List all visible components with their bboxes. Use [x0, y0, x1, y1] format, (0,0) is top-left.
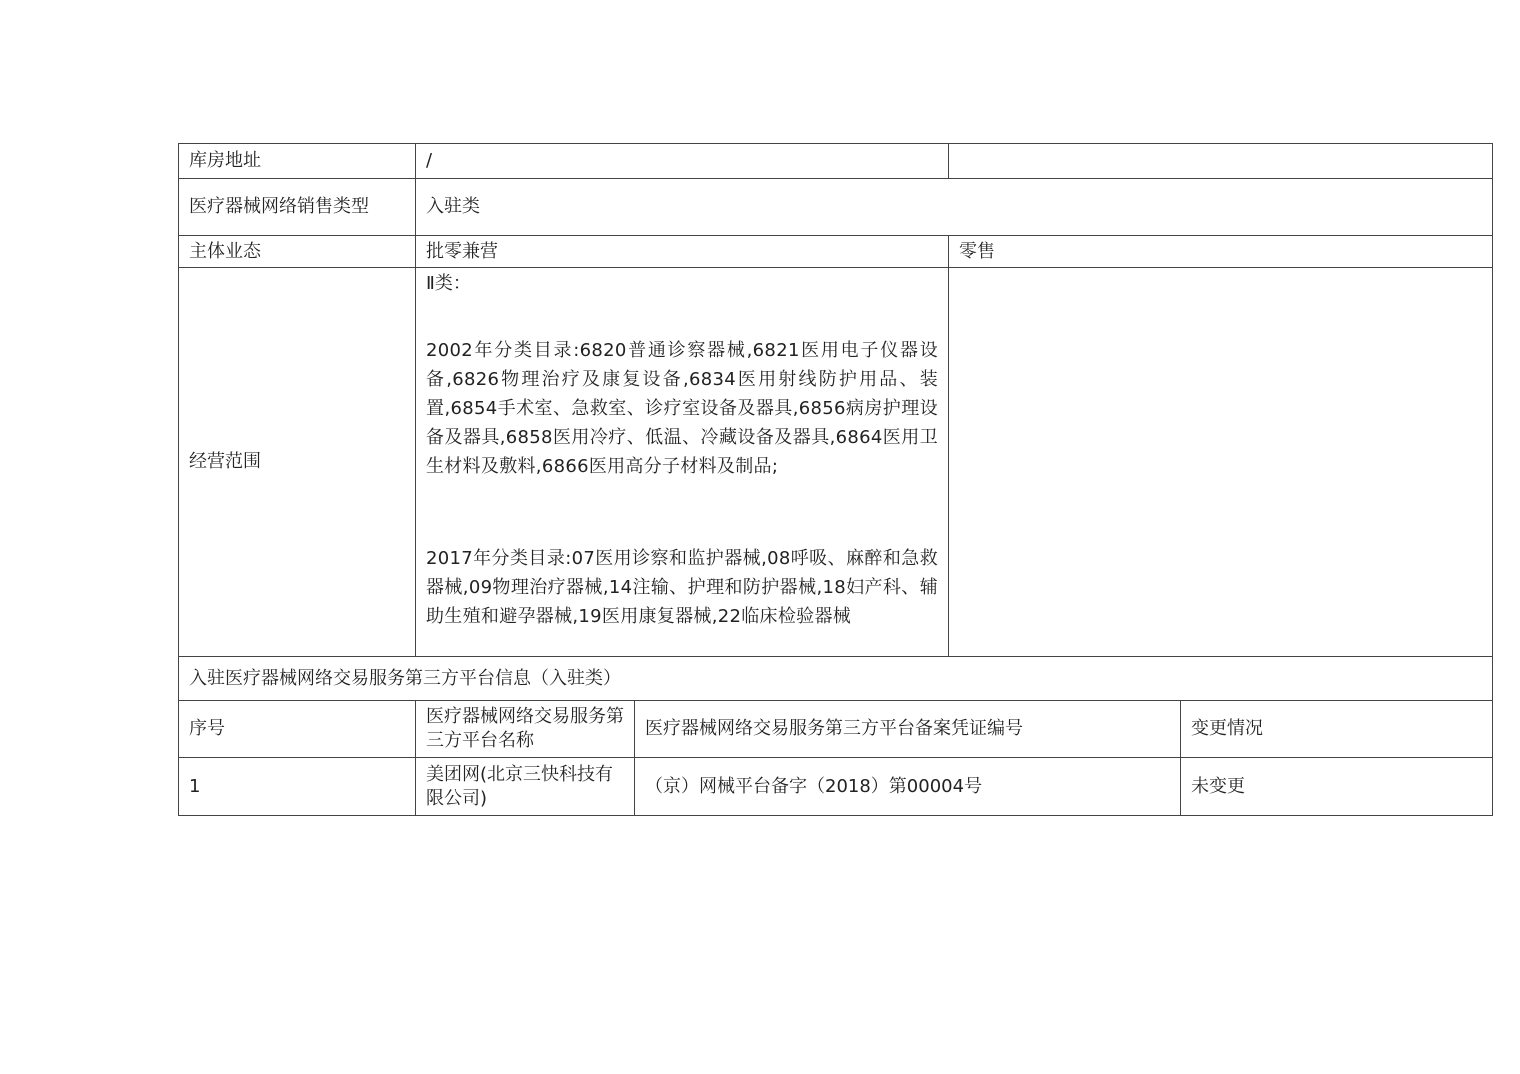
- platform-row-index: 1: [179, 758, 416, 816]
- business-form-extra: 零售: [949, 236, 1493, 268]
- license-info-table: [178, 143, 1493, 816]
- table-row: [179, 758, 1493, 816]
- warehouse-label: 库房地址: [179, 144, 416, 179]
- sales-type-value: 入驻类: [416, 179, 1493, 236]
- platform-row-record-no: （京）网械平台备字（2018）第00004号: [635, 758, 1181, 816]
- row-scope: [179, 268, 1493, 657]
- sales-type-label: 医疗器械网络销售类型: [179, 179, 416, 236]
- header-record-no: 医疗器械网络交易服务第三方平台备案凭证编号: [635, 701, 1181, 758]
- platform-row-name: 美团网(北京三快科技有限公司): [416, 758, 635, 816]
- scope-label: 经营范围: [179, 268, 416, 657]
- platform-section-title: 入驻医疗器械网络交易服务第三方平台信息（入驻类）: [179, 657, 1493, 701]
- header-platform-name: 医疗器械网络交易服务第三方平台名称: [416, 701, 635, 758]
- row-platform-title: [179, 657, 1493, 701]
- row-platform-headers: [179, 701, 1493, 758]
- header-change: 变更情况: [1181, 701, 1493, 758]
- scope-content: [416, 268, 949, 657]
- scope-extra: [949, 268, 1493, 657]
- scope-catalog-2017: 2017年分类目录:07医用诊察和监护器械,08呼吸、麻醉和急救器械,09物理治疗器械,14注输、护理和防护器械,18妇产科、辅助生殖和避孕器械,19医用康复器械,22临床检验器械: [426, 548, 939, 627]
- warehouse-value: /: [416, 144, 949, 179]
- row-business-form: [179, 236, 1493, 268]
- row-warehouse: [179, 144, 1493, 179]
- row-sales-type: [179, 179, 1493, 236]
- warehouse-extra: [949, 144, 1493, 179]
- scope-spacer: [426, 481, 938, 544]
- platform-row-change: 未变更: [1181, 758, 1493, 816]
- header-index: 序号: [179, 701, 416, 758]
- scope-catalog-2002: 2002年分类目录:6820普通诊察器械,6821医用电子仪器设备,6826物理治疗及康复设备,6834医用射线防护用品、装置,6854手术室、急救室、诊疗室设备及器具,6856病房护理设备及器具,6858医用冷疗、低温、冷藏设备及器具,6864医用卫生材料及敷料,6866医用高分子材料及制品;: [426, 340, 939, 477]
- business-form-label: 主体业态: [179, 236, 416, 268]
- scope-heading: Ⅱ类：: [426, 273, 471, 294]
- business-form-value: 批零兼营: [416, 236, 949, 268]
